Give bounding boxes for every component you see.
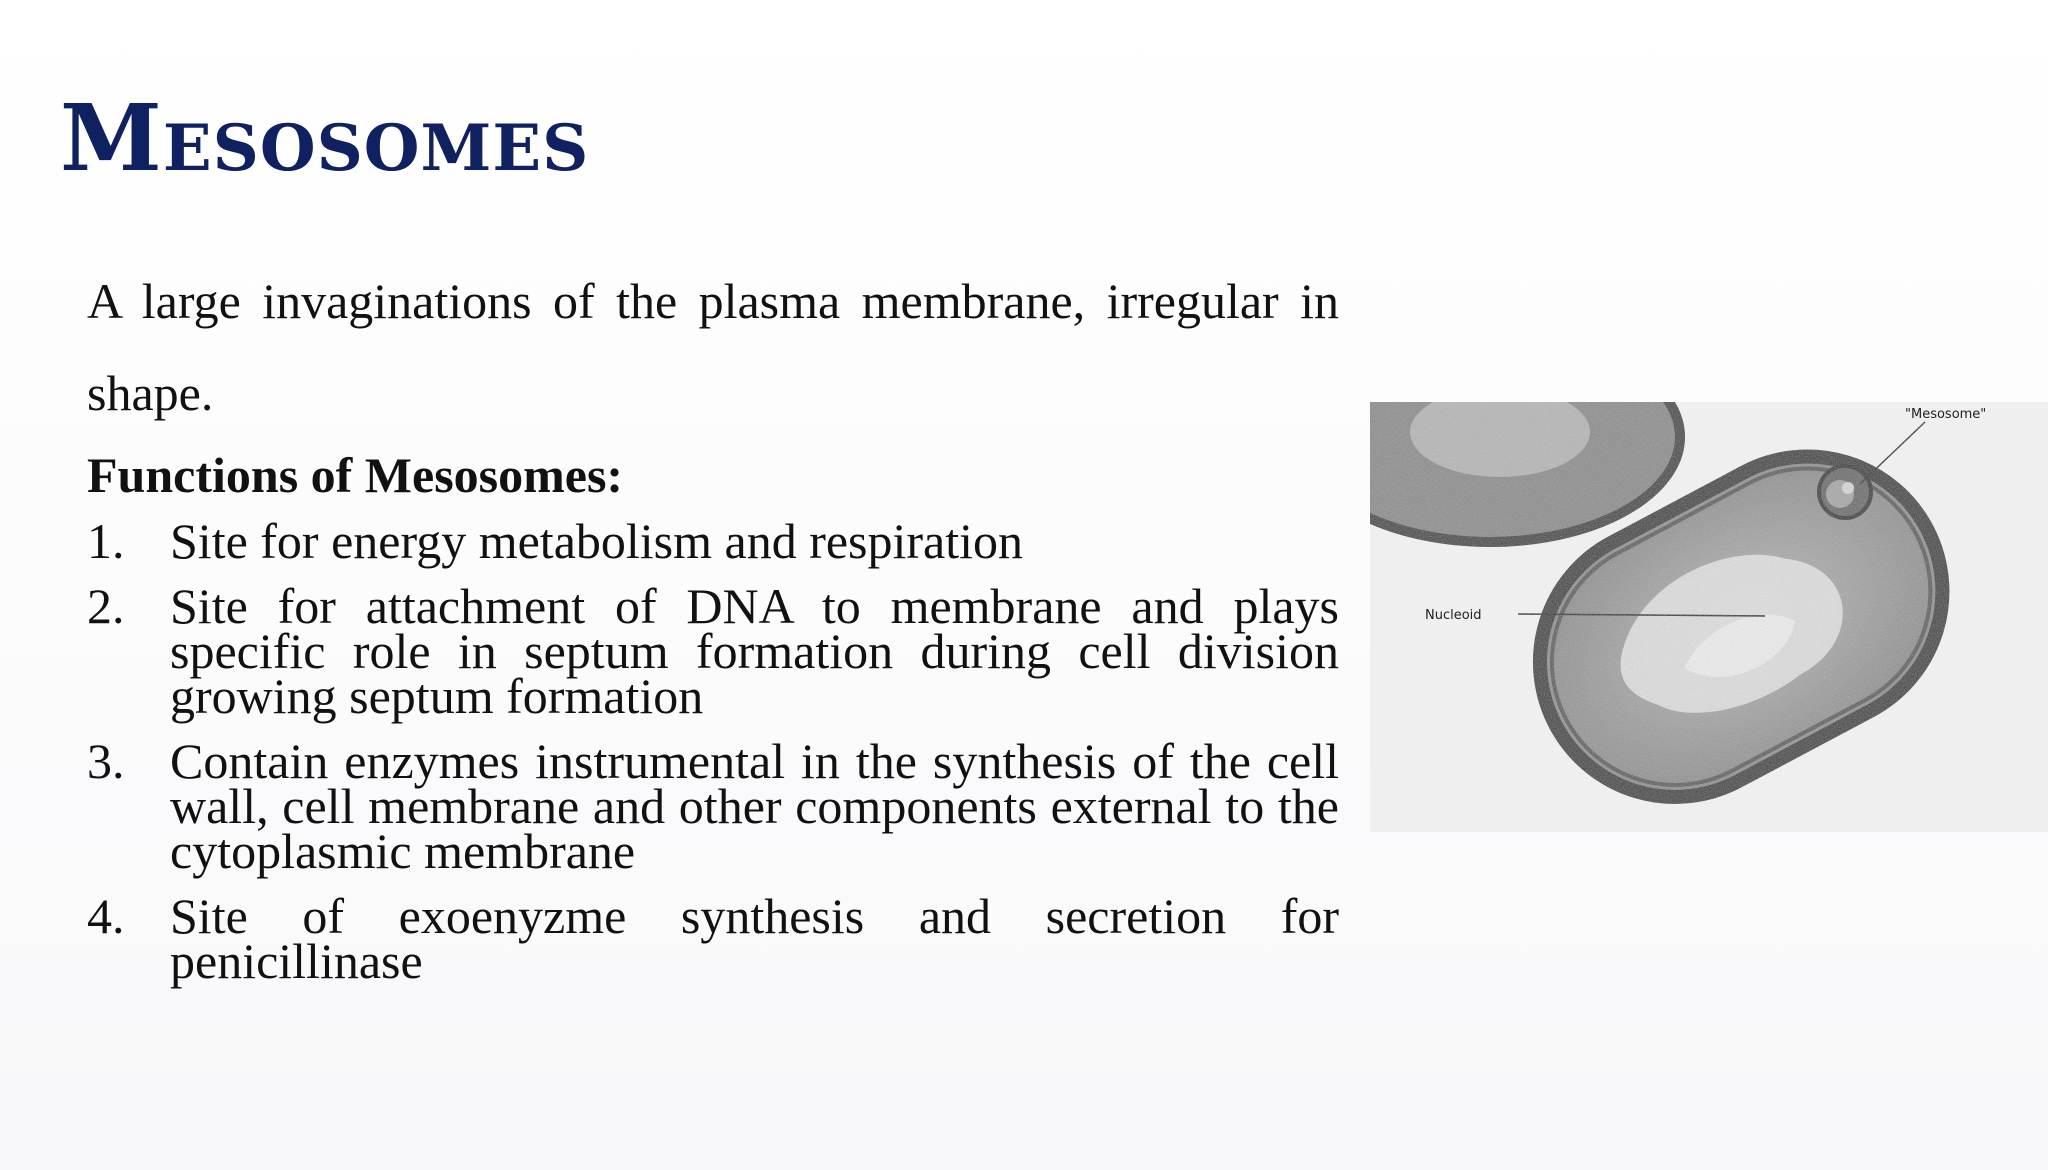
list-item [87, 733, 1339, 879]
list-item-number: 1. [87, 513, 125, 569]
list-item-number: 3. [87, 733, 125, 789]
intro-paragraph: A large invaginations of the plasma membrane, irregular in shape. [87, 273, 1339, 421]
list-item [87, 578, 1339, 724]
label-mesosome: "Mesosome" [1905, 407, 1987, 422]
list-item-text: Site of exoenyzme synthesis and secretion for penicillinase [170, 888, 1339, 989]
mesosome-micrograph [1370, 402, 2048, 832]
list-item [87, 513, 1339, 569]
slide-body [87, 255, 1339, 1004]
list-item-text: Contain enzymes instrumental in the synthesis of the cell wall, cell membrane and other components external to the cytoplasmic membrane [170, 733, 1339, 879]
label-nucleoid: Nucleoid [1425, 608, 1482, 623]
list-item-number: 4. [87, 888, 125, 944]
functions-list [87, 513, 1339, 989]
slide-title: Mesosomes [60, 84, 590, 192]
list-item-number: 2. [87, 578, 125, 634]
micrograph-image [1370, 402, 2048, 832]
functions-heading: Functions of Mesosomes: [87, 447, 624, 503]
list-item [87, 888, 1339, 989]
list-item-text: Site for attachment of DNA to membrane and plays specific role in septum formation during cell division growing septum formation [170, 578, 1339, 724]
list-item-text: Site for energy metabolism and respiration [170, 513, 1024, 569]
